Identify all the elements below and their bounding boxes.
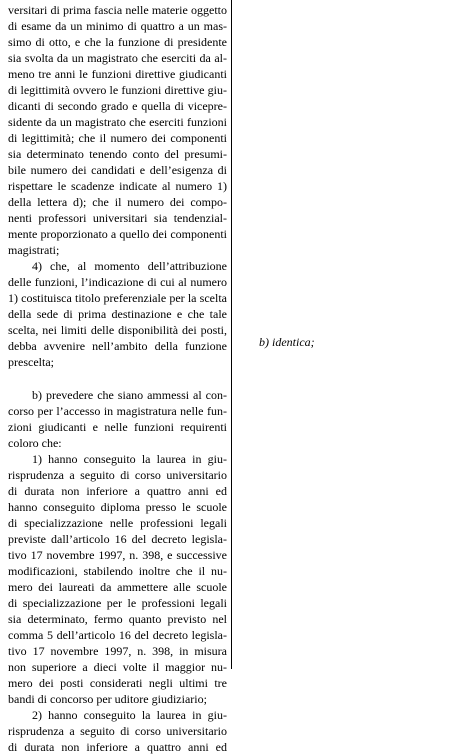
text-line: non superiore a dieci volte il maggior nu- [8,660,227,674]
text-line: risprudenza a seguito di corso universitario [8,468,227,482]
text-line: risprudenza a seguito di corso universitario [8,724,227,738]
text-line: dicanti di secondo grado e quella di vicepre- [8,99,227,113]
text-line: tivo 17 novembre 1997, n. 398, in misura [8,644,227,658]
text-line: 1) hanno conseguito la laurea in giu- [32,452,227,466]
paragraph-gap [8,370,227,387]
text-line: mero dei laureati da ammettere alle scuole [8,580,227,594]
text-line: di durata non inferiore a quattro anni ed [8,740,227,754]
text-line: nenti professori universitari sia tendenzial- [8,211,227,225]
text-line: sidente da un magistrato che eserciti funzioni [8,115,227,129]
text-line: tivo 17 novembre 1997, n. 398, e successive [8,548,227,562]
text-line: di esame da un minimo di quattro a un mas- [8,19,227,33]
text-line: di specializzazione nelle professioni legali [8,516,227,530]
text-line: comma 5 dell’articolo 16 del decreto legisla- [8,628,227,642]
text-line: bandi di concorso per uditore giudiziario; [8,692,207,706]
text-line: scelta, nei limiti delle disponibilità dei posti, [8,323,227,337]
text-line: 2) hanno conseguito la laurea in giu- [32,708,227,722]
text-line: hanno conseguito diploma presso le scuole [8,500,227,514]
paragraph-block [8,387,227,755]
text-line: magistrati; [8,243,60,257]
text-line: simo di otto, e che la funzione di presidente [8,35,227,49]
text-line: di durata non inferiore a quattro anni ed [8,484,227,498]
text-line: di legittimità ovvero le funzioni direttive giu- [8,83,227,97]
text-line: mente proporzionato a quello dei componenti [8,227,227,241]
text-line: 1) costituisca titolo preferenziale per la scelta [8,291,227,305]
text-line: meno tre anni le funzioni direttive giudicanti [8,67,227,81]
text-line: modificazioni, stabilendo inoltre che il nu- [8,564,227,578]
text-line: sia determinato, fermo quanto previsto nel [8,612,227,626]
text-line: di legittimità; che il numero dei componenti [8,131,227,145]
text-line: corso per l’accesso in magistratura nelle fun- [8,404,227,418]
text-line: sia svolta da un magistrato che eserciti da al- [8,51,227,65]
text-line: sia determinato tenendo conto del presumi- [8,147,227,161]
text-line: b) prevedere che siano ammessi al con- [32,388,227,402]
text-line: bile numero dei candidati e dell’esigenza di [8,163,227,177]
right-column-note: b) identica; [259,335,315,349]
text-line: delle funzioni, l’indicazione di cui al numero [8,275,227,289]
text-line: mero dei posti considerati negli ultimi tre [8,676,227,690]
text-line: coloro che: [8,436,62,450]
text-line: versitari di prima fascia nelle materie oggetto [8,3,227,17]
text-line: della sede di prima destinazione e che tale [8,307,227,321]
text-line: rispettare le scadenze indicate al numero 1) [8,179,227,193]
text-line: della lettera d); che il numero dei compo- [8,195,227,209]
text-line: prescelta; [8,355,54,369]
paragraph-block [8,2,227,370]
column-divider [231,0,232,669]
text-line: previste dall’articolo 16 del decreto legisla- [8,532,227,546]
text-line: di specializzazione per le professioni legali [8,596,227,610]
text-line: 4) che, al momento dell’attribuzione [32,259,227,273]
left-column [8,2,227,755]
text-line: zioni giudicanti e nelle funzioni requirenti [8,420,227,434]
text-line: debba avvenire nell’ambito della funzione [8,339,227,353]
